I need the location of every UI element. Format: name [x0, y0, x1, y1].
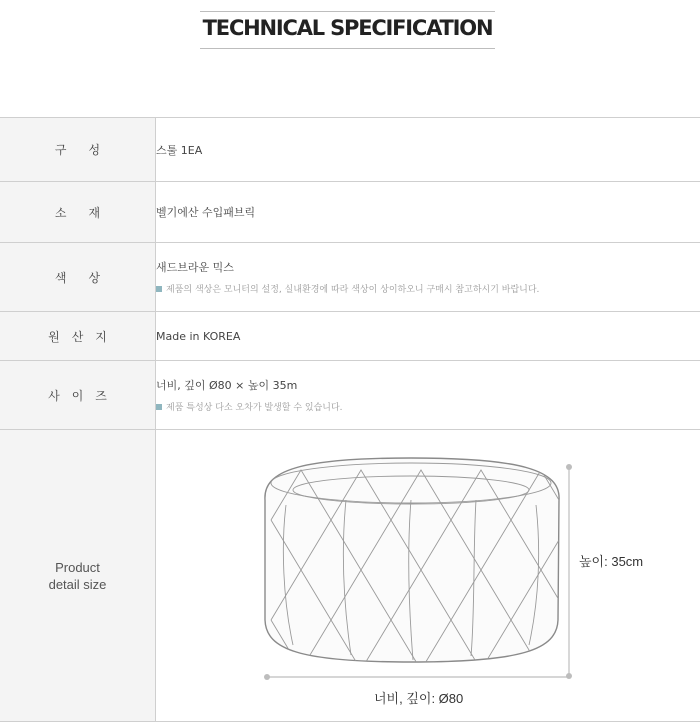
width-label: 너비, 깊이: Ø80 — [374, 688, 463, 707]
square-bullet-icon — [156, 286, 162, 292]
product-diagram — [156, 430, 700, 720]
spec-label-material: 소재 — [0, 182, 156, 243]
spec-row-detail — [0, 430, 700, 722]
color-value-text: 새드브라운 믹스 — [156, 259, 700, 275]
pouf-illustration — [156, 430, 700, 720]
spec-label-composition: 구성 — [0, 118, 156, 182]
title-rule-top — [200, 11, 495, 12]
height-label: 높이: 35cm — [579, 551, 643, 570]
size-note-text: 제품 특성상 다소 오차가 발생할 수 있습니다. — [166, 403, 343, 413]
spec-value-composition: 스툴 1EA — [156, 118, 700, 182]
detail-diagram-cell — [156, 430, 700, 722]
spec-label-size: 사이즈 — [0, 361, 156, 430]
spec-label-origin: 원산지 — [0, 312, 156, 361]
color-note — [156, 282, 700, 295]
size-value-text: 너비, 깊이 Ø80 × 높이 35m — [156, 377, 700, 393]
spec-row-material — [0, 182, 700, 243]
spec-row-composition — [0, 118, 700, 182]
height-bottom-marker — [566, 673, 572, 679]
height-top-marker — [566, 464, 572, 470]
spec-value-material: 벨기에산 수입패브릭 — [156, 182, 700, 243]
width-left-marker — [264, 674, 270, 680]
detail-label-line1: Product — [0, 559, 155, 576]
spec-label-detail — [0, 430, 156, 722]
title-rule-bottom — [200, 48, 495, 49]
page-title: TECHNICAL SPECIFICATION — [200, 16, 495, 40]
spec-row-origin — [0, 312, 700, 361]
spec-row-color — [0, 243, 700, 312]
spec-value-color — [156, 243, 700, 312]
spec-row-size — [0, 361, 700, 430]
pouf-outline — [265, 458, 559, 662]
spec-table — [0, 117, 700, 722]
detail-label-line2: detail size — [0, 576, 155, 593]
spec-label-color: 색상 — [0, 243, 156, 312]
spec-value-size — [156, 361, 700, 430]
size-note — [156, 400, 700, 413]
color-note-text: 제품의 색상은 모니터의 설정, 실내환경에 따라 색상이 상이하오니 구매시 참고하시기 바랍니다. — [166, 285, 539, 295]
page-header — [0, 0, 700, 118]
spec-value-origin: Made in KOREA — [156, 312, 700, 361]
square-bullet-icon — [156, 404, 162, 410]
